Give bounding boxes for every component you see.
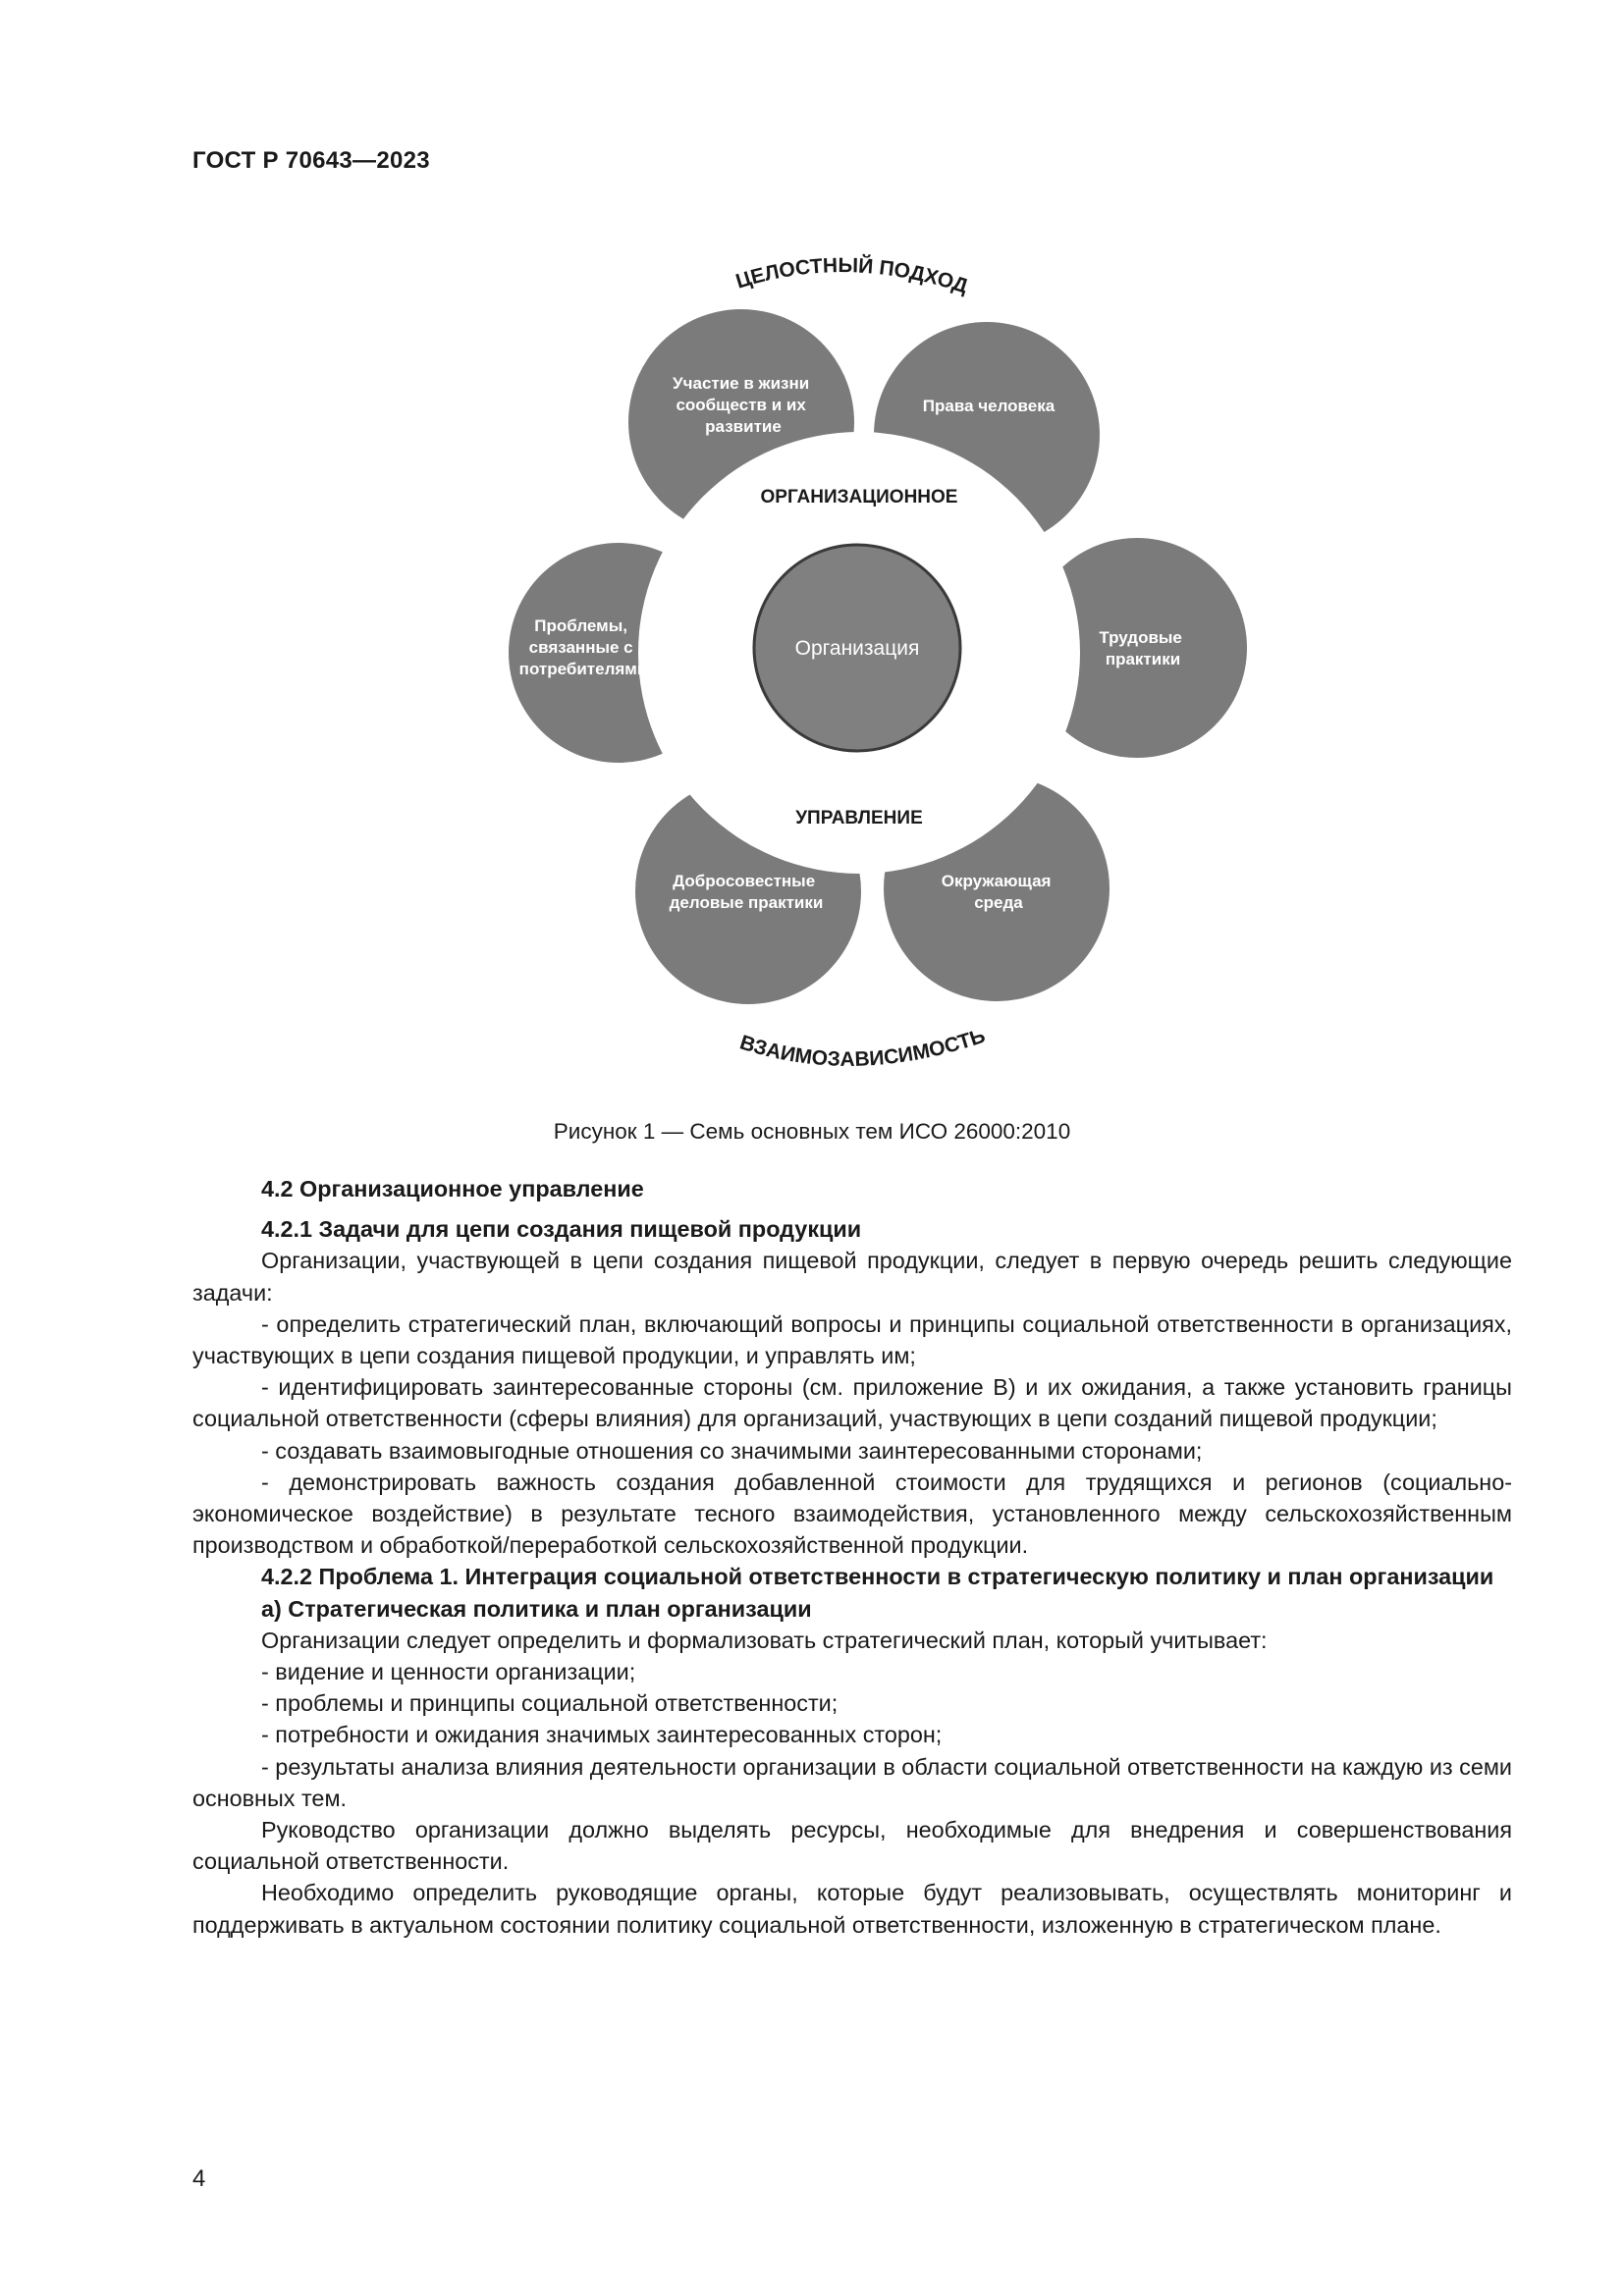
list-item: - видение и ценности организации; [261,1659,636,1685]
ring-bottom-label: УПРАВЛЕНИЕ [795,808,923,828]
list-item: - потребности и ожидания значимых заинтересованных сторон; [261,1722,943,1748]
arc-top-label: ЦЕЛОСТНЫЙ ПОДХОД [732,254,971,298]
paragraph: Организации, участвующей в цепи создания пищевой продукции, следует в первую очередь решить следующие задачи: [192,1248,1512,1306]
petal-fair-practices-label: Добросовестные деловые практики [669,872,824,912]
document-code-header: ГОСТ Р 70643—2023 [192,147,430,174]
list-item: - определить стратегический план, включающий вопросы и принципы социальной ответственности в организациях, участвующих в цепи создания пищевой продукции, и управлять им; [192,1310,1512,1369]
petal-human-rights-label: Права человека [922,397,1056,415]
section-4-2-1-heading: 4.2.1 Задачи для цепи создания пищевой продукции [261,1216,862,1243]
petal-environment-label: Окружающая среда [941,872,1052,912]
paragraph: Необходимо определить руководящие органы, которые будут реализовывать, осуществлять мониторинг и поддерживать в актуальном состоянии политику социальной ответственности, изложенную в стратегическом плане. [192,1880,1512,1938]
petal-consumers-label: Проблемы, связанные с потребителями [518,616,648,678]
petal-labour-label: Трудовые практики [1099,628,1182,668]
list-item: - идентифицировать заинтересованные стороны (см. приложение В) и их ожидания, а также установить границы социальной ответственности (сферы влияния) для организаций, участвующих в цепи созданий пищевой продукции; [192,1374,1512,1432]
list-item: - создавать взаимовыгодные отношения со значимыми заинтересованными сторонами; [261,1437,1203,1464]
list-item: - демонстрировать важность создания добавленной стоимости для трудящихся и регионов (социально-экономическое воздействие) в результате тесного взаимодействия, установленного между сельскохозяйственным производством и обработкой/переработкой сельскохозяйственной продукции. [192,1468,1512,1559]
paragraph: Руководство организации должно выделять ресурсы, необходимые для внедрения и совершенствования социальной ответственности. [192,1817,1512,1875]
list-item: - результаты анализа влияния деятельности организации в области социальной ответственности на каждую из семи основных тем. [192,1753,1512,1811]
ring-top-label: ОРГАНИЗАЦИОННОЕ [760,487,958,507]
paragraph: Организации следует определить и формализовать стратегический план, который учитывает: [261,1627,1268,1653]
subsection-a-heading: а) Стратегическая политика и план организации [261,1595,812,1622]
petal-community-label: Участие в жизни сообществ и их развитие [673,374,810,436]
body-text [192,1173,1512,1941]
center-label: Организация [794,637,920,660]
page-number: 4 [192,2165,206,2192]
section-4-2-heading: 4.2 Организационное управление [261,1176,644,1201]
iso26000-diagram [0,0,1624,1099]
arc-bottom-label: ВЗАИМОЗАВИСИМОСТЬ [736,1024,989,1071]
figure-caption: Рисунок 1 — Семь основных тем ИСО 26000:2010 [553,1119,1071,1144]
section-4-2-2-heading: 4.2.2 Проблема 1. Интеграция социальной ответственности в стратегическую политику и план организации [261,1564,1494,1590]
list-item: - проблемы и принципы социальной ответственности; [261,1690,839,1717]
